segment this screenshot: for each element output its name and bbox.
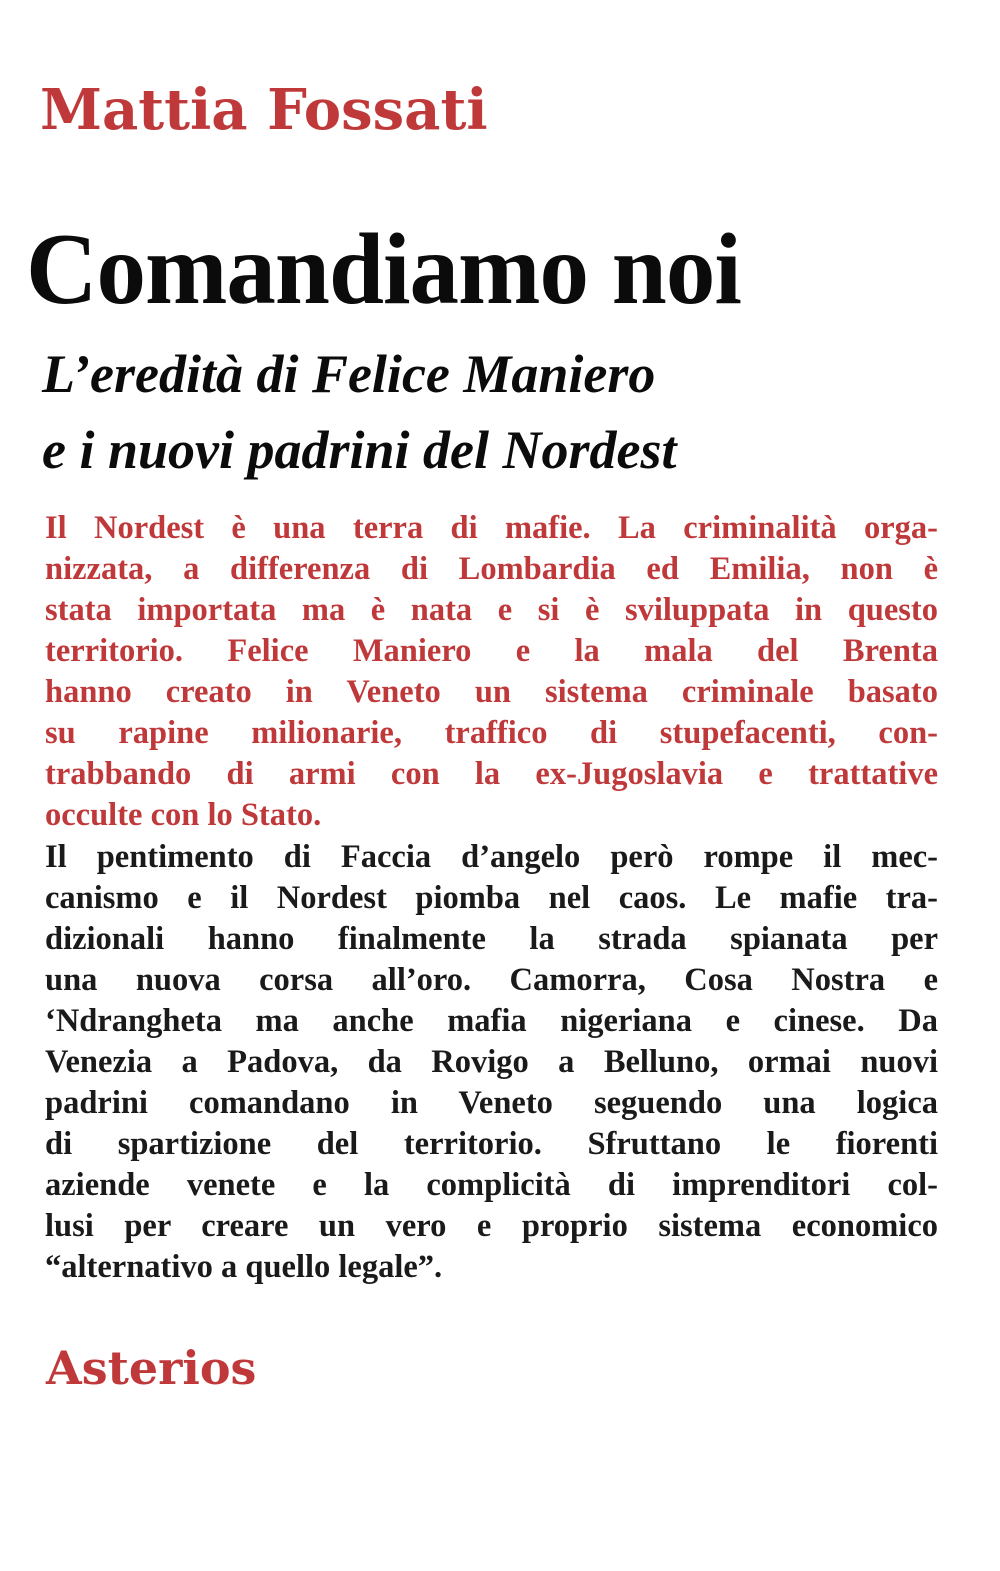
blurb-line: Venezia a Padova, da Rovigo a Belluno, ormai nuovi [45, 1044, 938, 1080]
blurb-line: Il pentimento di Faccia d’angelo però rompe il mec- [45, 839, 938, 875]
blurb-line: dizionali hanno finalmente la strada spianata per [45, 921, 938, 957]
blurb-line: lusi per creare un vero e proprio sistema economico [45, 1208, 938, 1244]
author-name: Mattia Fossati [40, 77, 488, 143]
publisher-name: Asterios [46, 1341, 257, 1395]
blurb-line: “alternativo a quello legale”. [45, 1249, 443, 1285]
book-title: Comandiamo noi [26, 213, 741, 326]
blurb-line: padrini comandano in Veneto seguendo una logica [45, 1085, 938, 1121]
blurb-line: ‘Ndrangheta ma anche mafia nigeriana e cinese. Da [45, 1003, 938, 1039]
blurb-line: Il Nordest è una terra di mafie. La criminalità orga- [45, 510, 938, 546]
subtitle-line: e i nuovi padrini del Nordest [42, 420, 677, 480]
blurb-line: una nuova corsa all’oro. Camorra, Cosa Nostra e [45, 962, 938, 998]
blurb-line: aziende venete e la complicità di imprenditori col- [45, 1167, 938, 1203]
blurb-body-black [45, 837, 938, 1288]
blurb-line: di spartizione del territorio. Sfruttano le fiorenti [45, 1126, 938, 1162]
blurb-line: nizzata, a differenza di Lombardia ed Emilia, non è [45, 551, 938, 587]
blurb-line: su rapine milionarie, traffico di stupefacenti, con- [45, 715, 938, 751]
subtitle-line: L’eredità di Felice Maniero [42, 344, 656, 404]
blurb-line: occulte con lo Stato. [45, 797, 322, 833]
blurb-line: stata importata ma è nata e si è sviluppata in questo [45, 592, 938, 628]
book-subtitle [42, 336, 982, 488]
blurb-line: canismo e il Nordest piomba nel caos. Le mafie tra- [45, 880, 938, 916]
blurb-line: hanno creato in Veneto un sistema criminale basato [45, 674, 938, 710]
blurb-intro-red [45, 508, 938, 836]
blurb-line: trabbando di armi con la ex-Jugoslavia e trattative [45, 756, 938, 792]
blurb-line: territorio. Felice Maniero e la mala del Brenta [45, 633, 938, 669]
